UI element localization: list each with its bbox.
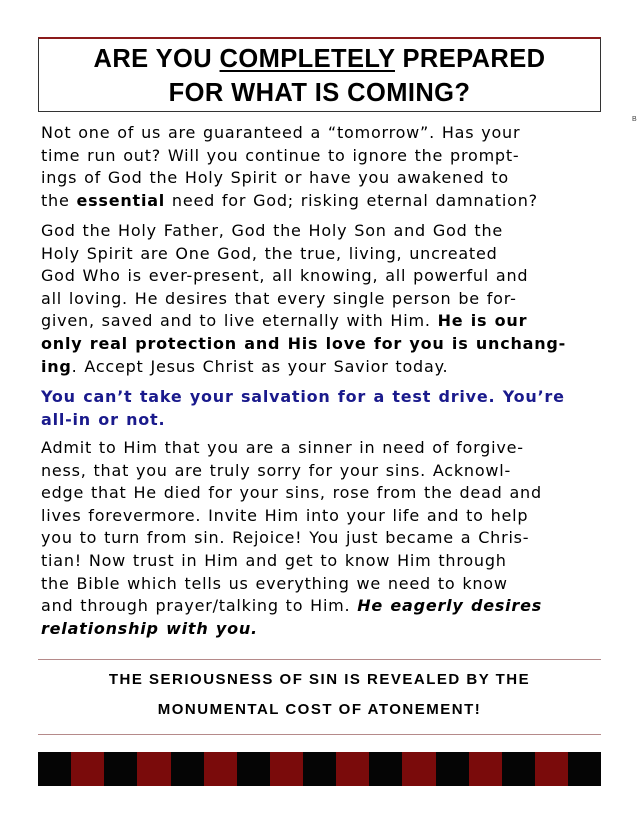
paragraph-line: You can’t take your salvation for a test drive. You’re — [41, 387, 565, 406]
text-run: and through prayer/talking to Him. — [41, 596, 358, 616]
bold-text: He is our — [437, 311, 528, 331]
paragraph-line — [41, 356, 605, 379]
paragraph-line — [41, 595, 605, 618]
decorative-stripe-bar — [38, 752, 601, 786]
corner-mark: B — [632, 116, 637, 123]
stripe-black — [436, 752, 469, 786]
text-run: . Accept Jesus Christ as your Savior today. — [71, 356, 449, 376]
paragraph-4 — [41, 437, 605, 640]
stripe-black — [369, 752, 402, 786]
stripe-red — [71, 752, 104, 786]
paragraph-line: ness, that you are truly sorry for your sins. Acknowl- — [41, 460, 512, 480]
page-title-line-1 — [39, 42, 600, 76]
divider-top — [38, 659, 601, 660]
paragraph-line: God the Holy Father, God the Holy Son and God the — [41, 221, 504, 240]
paragraph-line: Holy Spirit are One God, the true, living, uncreated — [41, 243, 498, 263]
stripe-black — [303, 752, 336, 786]
paragraph-line: edge that He died for your sins, rose from the dead and — [41, 483, 542, 503]
paragraph-line: you to turn from sin. Rejoice! You just became a Chris- — [41, 528, 530, 548]
stripe-black — [38, 752, 71, 786]
paragraph-line — [41, 310, 605, 333]
paragraph-1 — [41, 122, 605, 212]
paragraph-line: relationship with you. — [41, 618, 258, 638]
title-prefix: ARE YOU — [93, 45, 220, 73]
stripe-red — [137, 752, 170, 786]
paragraph-line: time run out? Will you continue to ignore the prompt- — [41, 145, 520, 165]
stripe-red — [204, 752, 237, 786]
paragraph-line: lives forevermore. Invite Him into your life and to help — [41, 505, 529, 525]
title-box — [38, 37, 601, 112]
paragraph-line: ings of God the Holy Spirit or have you awakened to — [41, 168, 509, 188]
stripe-black — [502, 752, 535, 786]
page-title-line-2: FOR WHAT IS COMING? — [168, 79, 471, 107]
stripe-black — [104, 752, 137, 786]
stripe-red — [270, 752, 303, 786]
text-run: the — [41, 190, 77, 210]
text-run: given, saved and to live eternally with Him. — [41, 311, 438, 331]
paragraph-line: Admit to Him that you are a sinner in need of forgive- — [41, 438, 524, 457]
bold-text: essential — [76, 190, 166, 210]
stripe-black — [568, 752, 601, 786]
stripe-red — [336, 752, 369, 786]
bold-italic-text: He eagerly desires — [357, 596, 543, 616]
paragraph-3-emphasis — [41, 386, 605, 431]
paragraph-2 — [41, 220, 605, 378]
paragraph-line: tian! Now trust in Him and get to know Him through — [41, 550, 507, 570]
footer-line-1: THE SERIOUSNESS OF SIN IS REVEALED BY THE — [108, 671, 531, 688]
stripe-red — [535, 752, 568, 786]
title-emphasis: COMPLETELY — [219, 45, 395, 73]
paragraph-line: the Bible which tells us everything we need to know — [41, 573, 508, 593]
footer-line-2: MONUMENTAL COST OF ATONEMENT! — [157, 701, 482, 718]
paragraph-line — [41, 190, 605, 213]
stripe-red — [402, 752, 435, 786]
stripe-black — [237, 752, 270, 786]
stripe-red — [469, 752, 502, 786]
paragraph-line: all loving. He desires that every single person be for- — [41, 288, 517, 308]
paragraph-line: all-in or not. — [41, 409, 166, 429]
bold-text: ing — [41, 356, 72, 376]
stripe-black — [171, 752, 204, 786]
divider-bottom — [38, 734, 601, 735]
text-run: need for God; risking eternal damnation? — [165, 190, 538, 210]
title-suffix: PREPARED — [394, 45, 546, 73]
paragraph-line: only real protection and His love for you is unchang- — [41, 333, 567, 353]
paragraph-line: God Who is ever-present, all knowing, all powerful and — [41, 266, 529, 286]
paragraph-line: Not one of us are guaranteed a “tomorrow”. Has your — [41, 123, 521, 142]
